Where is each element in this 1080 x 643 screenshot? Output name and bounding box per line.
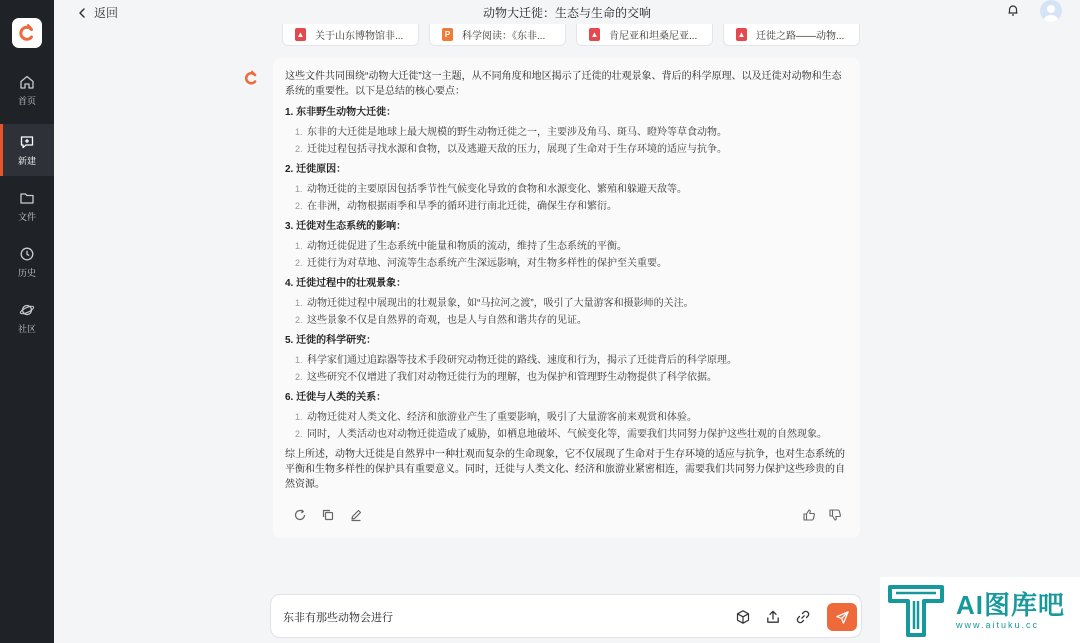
section-title: 5. 迁徙的科学研究： [285, 335, 377, 346]
section-list [295, 182, 851, 214]
chat-input-bar [270, 594, 862, 638]
watermark-url: www.aituku.cc [956, 620, 1040, 630]
bell-icon[interactable] [1006, 3, 1020, 17]
regenerate-button[interactable] [293, 508, 307, 522]
sidebar-item-label: 社区 [17, 323, 36, 334]
copy-button[interactable] [321, 508, 335, 522]
copy-icon [321, 508, 335, 522]
reference-title: 关于山东博物馆非... [315, 31, 404, 42]
reference-title: 肯尼亚和坦桑尼亚... [609, 31, 698, 42]
answer-conclusion: 综上所述，动物大迁徙是自然界中一种壮观而复杂的生命现象，它不仅展现了生命对于生存环境的适应与抗争，也对生态系统的平衡和生物多样性的保护具有重要意义。同时，迁徙与人类文化、经济和旅游业紧密相连，需要我们共同努力保护这些珍贵的自然资源。 [285, 449, 845, 490]
section-list [295, 296, 851, 328]
top-bar [54, 0, 1080, 24]
dislike-button[interactable] [828, 508, 842, 522]
list-item-text: 动物迁徙促进了生态系统中能量和物质的流动，维持了生态系统的平衡。 [307, 241, 627, 252]
avatar[interactable] [1040, 0, 1062, 22]
sidebar-item-home[interactable] [0, 64, 54, 116]
watermark-brand: AI图库吧 [956, 590, 1066, 620]
thumbs-down-icon [828, 508, 842, 522]
sidebar [0, 0, 54, 643]
reference-card[interactable] [576, 24, 713, 46]
sidebar-item-community[interactable] [0, 292, 54, 344]
logo-icon [17, 23, 37, 43]
sidebar-item-label: 首页 [17, 95, 36, 106]
answer-actions [293, 508, 363, 522]
list-item: 1. 动物迁徙对人类文化、经济和旅游业产生了重要影响，吸引了大量游客前来观赏和体验。 [295, 412, 697, 423]
reference-card[interactable] [429, 24, 566, 46]
sidebar-item-history[interactable] [0, 236, 54, 288]
sidebar-item-label: 历史 [17, 267, 36, 278]
sidebar-item-label: 新建 [17, 155, 36, 166]
section-title: 4. 迁徙过程中的壮观景象： [285, 278, 407, 289]
watermark [880, 577, 1080, 643]
section-title: 1. 东非野生动物大迁徙： [285, 107, 397, 118]
section-list [295, 239, 851, 271]
back-button[interactable] [76, 4, 118, 21]
send-icon [835, 610, 850, 625]
list-item: 2. 迁徙行为对草地、河流等生态系统产生深远影响，对生物多样性的保护至关重要。 [295, 258, 667, 269]
list-item: 1. 动物迁徙促进了生态系统中能量和物质的流动，维持了生态系统的平衡。 [295, 241, 627, 252]
list-item-text: 同时，人类活动也对动物迁徙造成了威胁，如栖息地破坏、气候变化等，需要我们共同努力保护这些壮观的自然现象。 [307, 429, 827, 440]
answer-card [273, 58, 860, 538]
sidebar-item-new[interactable] [0, 124, 54, 176]
list-item-text: 动物迁徙对人类文化、经济和旅游业产生了重要影响，吸引了大量游客前来观赏和体验。 [307, 412, 697, 423]
section-list [295, 353, 851, 385]
new-chat-icon [19, 134, 35, 150]
list-item-text: 迁徙行为对草地、河流等生态系统产生深远影响，对生物多样性的保护至关重要。 [307, 258, 667, 269]
reference-card[interactable] [723, 24, 860, 46]
clock-icon [19, 246, 35, 262]
list-item: 1. 动物迁徙的主要原因包括季节性气候变化导致的食物和水源变化、繁殖和躲避天敌等。 [295, 184, 687, 195]
list-item: 2. 这些景象不仅是自然界的奇观，也是人与自然和谐共存的见证。 [295, 315, 587, 326]
list-item-text: 东非的大迁徙是地球上最大规模的野生动物迁徙之一，主要涉及角马、斑马、瞪羚等草食动物。 [307, 127, 727, 138]
planet-icon [19, 302, 35, 318]
list-item: 1. 动物迁徙过程中展现出的壮观景象，如“马拉河之渡”，吸引了大量游客和摄影师的关注。 [295, 298, 694, 309]
rating-actions [802, 508, 842, 522]
edit-button[interactable] [349, 508, 363, 522]
folder-icon [19, 190, 35, 206]
pdf-icon: ▲ [296, 30, 305, 39]
answer-content [285, 69, 851, 498]
watermark-logo-icon [884, 581, 948, 639]
home-icon [19, 74, 35, 90]
answer-intro: 这些文件共同围绕“动物大迁徙”这一主题，从不同角度和地区揭示了迁徙的壮观景象、背后的科学原理、以及迁徙对动物和生态系统的重要性。以下是总结的核心要点： [285, 71, 842, 97]
pdf-icon: ▲ [737, 30, 746, 39]
section-title: 3. 迁徙对生态系统的影响： [285, 221, 407, 232]
list-item-text: 科学家们通过追踪器等技术手段研究动物迁徙的路线、速度和行为，揭示了迁徙背后的科学原理。 [307, 355, 737, 366]
assistant-logo-icon [243, 70, 259, 86]
sidebar-item-label: 文件 [17, 211, 36, 222]
reference-title: 迁徙之路——动物... [756, 31, 845, 42]
upload-icon[interactable] [765, 609, 781, 625]
section-list [295, 410, 851, 442]
list-item-text: 动物迁徙过程中展现出的壮观景象，如“马拉河之渡”，吸引了大量游客和摄影师的关注。 [307, 298, 694, 309]
pencil-icon [349, 508, 363, 522]
section-title: 6. 迁徙与人类的关系： [285, 392, 387, 403]
user-icon [1040, 0, 1062, 22]
section-title: 2. 迁徙原因： [285, 164, 347, 175]
list-item: 2. 这些研究不仅增进了我们对动物迁徙行为的理解，也为保护和管理野生动物提供了科学依据。 [295, 372, 717, 383]
list-item: 2. 迁徙过程包括寻找水源和食物，以及逃避天敌的压力，展现了生命对于生存环境的适应与抗争。 [295, 144, 727, 155]
ppt-icon: P [442, 28, 453, 41]
list-item-text: 这些景象不仅是自然界的奇观，也是人与自然和谐共存的见证。 [307, 315, 587, 326]
link-icon[interactable] [795, 609, 811, 625]
sidebar-item-files[interactable] [0, 180, 54, 232]
cube-icon[interactable] [735, 609, 751, 625]
list-item-text: 迁徙过程包括寻找水源和食物，以及逃避天敌的压力，展现了生命对于生存环境的适应与抗争。 [307, 144, 727, 155]
refresh-icon [293, 508, 307, 522]
send-button[interactable] [827, 603, 857, 631]
reference-title: 科学阅读：《东非... [462, 31, 546, 42]
app-logo[interactable] [12, 18, 42, 48]
list-item: 2. 同时，人类活动也对动物迁徙造成了威胁，如栖息地破坏、气候变化等，需要我们共同努力保护这些壮观的自然现象。 [295, 429, 827, 440]
pdf-icon: ▲ [590, 30, 599, 39]
list-item-text: 动物迁徙的主要原因包括季节性气候变化导致的食物和水源变化、繁殖和躲避天敌等。 [307, 184, 687, 195]
like-button[interactable] [802, 508, 816, 522]
list-item-text: 这些研究不仅增进了我们对动物迁徙行为的理解，也为保护和管理野生动物提供了科学依据。 [307, 372, 717, 383]
reference-list [282, 24, 860, 48]
list-item: 1. 科学家们通过追踪器等技术手段研究动物迁徙的路线、速度和行为，揭示了迁徙背后的科学原理。 [295, 355, 737, 366]
thumbs-up-icon [802, 508, 816, 522]
chevron-left-icon [76, 7, 88, 19]
reference-card[interactable] [282, 24, 419, 46]
section-list [295, 125, 851, 157]
list-item-text: 在非洲，动物根据雨季和旱季的循环进行南北迁徙，确保生存和繁衍。 [307, 201, 617, 212]
list-item: 2. 在非洲，动物根据雨季和旱季的循环进行南北迁徙，确保生存和繁衍。 [295, 201, 617, 212]
list-item: 1. 东非的大迁徙是地球上最大规模的野生动物迁徙之一，主要涉及角马、斑马、瞪羚等草食动物。 [295, 127, 727, 138]
page-title: 动物大迁徙：生态与生命的交响 [482, 6, 651, 20]
back-label: 返回 [94, 6, 119, 20]
chat-input[interactable] [283, 607, 703, 627]
